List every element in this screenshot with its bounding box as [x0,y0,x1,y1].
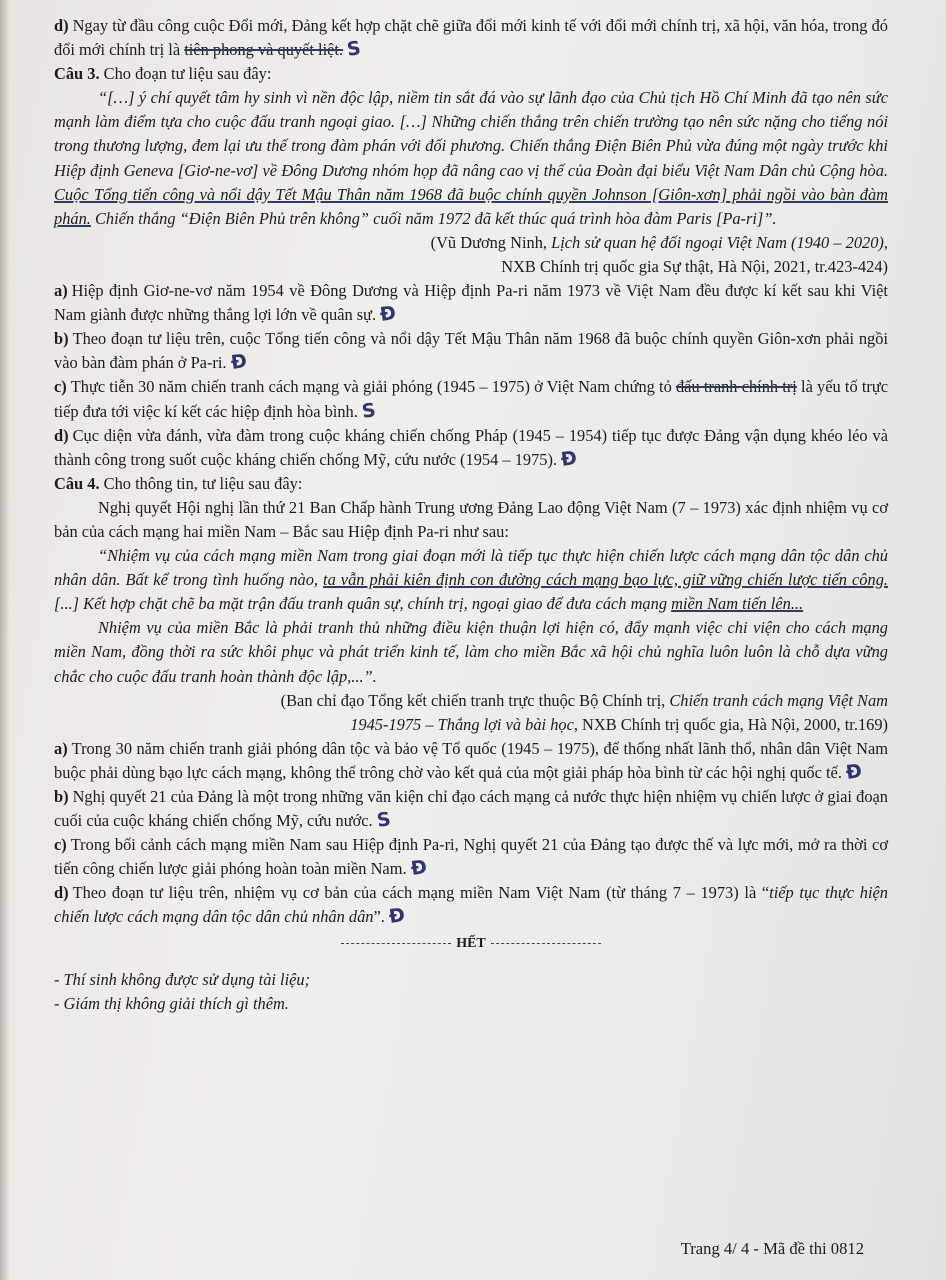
option-label: d) [54,425,69,445]
question-prompt: Cho thông tin, tư liệu sau đây: [99,473,303,493]
question-4-option-c [54,833,888,881]
question-3-option-c [54,375,888,423]
option-label: a) [54,281,68,301]
option-text: Theo đoạn tư liệu trên, nhiệm vụ cơ bản của cách mạng miền Nam Việt Nam (từ tháng 7 – 1973) là “ [72,883,770,903]
handwritten-answer-mark: Đ [387,904,407,929]
source-text: (Ban chỉ đạo Tổng kết chiến tranh trực thuộc Bộ Chính trị, [280,690,670,710]
option-text: Cục diện vừa đánh, vừa đàm trong cuộc kháng chiến chống Pháp (1945 – 1954) tiếp tục được Đảng vận dụng khéo léo và thành công trong suốt cuộc kháng chiến chống Mỹ, cứu nước (1954 – 1975). [54,425,888,469]
question-4-quote-2: Nhiệm vụ của miền Bắc là phải tranh thủ những điều kiện thuận lợi hiện có, đẩy mạnh việc chi viện cho cách mạng miền Nam, đồng thời ra sức khôi phục và phát triển kinh tế, làm cho miền Bắc xã hội chủ nghĩa luôn luôn là chỗ dựa vững chắc cho cuộc đấu tranh hoàn thành độc lập,...”. [54,618,888,686]
question-prompt: Cho đoạn tư liệu sau đây: [99,64,272,84]
divider-line [341,943,451,944]
handwritten-answer-mark: Đ [229,350,248,375]
end-divider [54,932,888,956]
underlined-text: miền Nam tiến lên... [671,594,804,614]
question-3-heading [54,62,888,86]
option-d-prev [54,14,888,62]
option-text: Hiệp định Giơ-ne-vơ năm 1954 về Đông Dương và Hiệp định Pa-ri năm 1973 về Việt Nam đều được kí kết sau khi Việt Nam giành được những thắng lợi lớn về quân sự. [54,281,888,325]
option-label: d) [54,16,69,35]
end-label: HẾT [456,935,486,951]
option-text: Nghị quyết 21 của Đảng là một trong những văn kiện chỉ đạo cách mạng cả nước thực hiện nhiệm vụ chiến lược ở giai đoạn cuối của cuộc kháng chiến chống Mỹ, cứu nước. [54,787,888,831]
option-text: Trong 30 năm chiến tranh giải phóng dân tộc và bảo vệ Tổ quốc (1945 – 1975), để thống nhất lãnh thổ, nhân dân Việt Nam buộc phải dùng bạo lực cách mạng, không thể trông chờ vào kết quả của một giải pháp hòa bình từ các hội nghị quốc tế. [54,738,888,782]
question-4-heading [54,472,888,496]
quote-text: Chiến thắng “Điện Biên Phủ trên không” cuối năm 1972 đã kết thúc quá trình hòa đàm Paris [Pa-ri]”. [90,208,777,228]
question-3-option-d [54,424,888,472]
handwritten-answer-mark: Đ [378,302,398,327]
page-footer: Trang 4/ 4 - Mã đề thi 0812 [680,1239,864,1258]
question-4-source-line-1 [54,689,888,713]
question-4-option-a [54,737,888,785]
question-number: Câu 3. [54,64,100,84]
option-text: là yếu tố trực tiếp đưa tới việc kí kết các hiệp định hòa bình. [54,377,888,421]
quote-text: “Nhiệm vụ của cách mạng miền Nam trong giai đoạn mới là tiếp tục thực hiện chiến lược cách mạng dân tộc dân chủ nhân dân. Bất kể trong tình huống nào, [54,546,888,590]
handwritten-answer-mark: Đ [409,856,428,881]
source-text: , [883,232,888,252]
quote-text: [...] Kết hợp chặt chẽ ba mặt trận đấu tranh quân sự, chính trị, ngoại giao để đưa cách mạng [54,594,672,614]
option-text: Thực tiễn 30 năm chiến tranh cách mạng và giải phóng (1945 – 1975) ở Việt Nam chứng tỏ [70,377,676,397]
question-4-option-d [54,881,888,929]
option-label: b) [54,787,69,806]
exam-note-1: - Thí sinh không được sử dụng tài liệu; [54,969,311,989]
question-number: Câu 4. [54,473,100,493]
source-book-title: Lịch sử quan hệ đối ngoại Việt Nam (1940 – 2020) [551,232,884,252]
option-text: Trong bối cảnh cách mạng miền Nam sau Hiệp định Pa-ri, Nghị quyết 21 của Đảng tạo được thế và lực mới, mở ra thời cơ tiến công chiến lược giải phóng hoàn toàn miền Nam. [54,835,888,879]
option-italic-text: tiếp tục thực hiện chiến lược cách mạng dân tộc dân chủ nhân dân [54,883,888,927]
option-label: d) [54,883,69,903]
question-3-option-a [54,279,888,327]
option-text: ”. [373,907,385,927]
question-3-source-line-1 [54,231,888,255]
question-3-quote [54,86,888,231]
quote-text: “[…] ý chí quyết tâm hy sinh vì nền độc lập, niềm tin sắt đá vào sự lãnh đạo của Chủ tịch Hồ Chí Minh đã tạo nên sức mạnh làm điểm tựa cho cuộc đấu tranh ngoại giao. […] Những chiến thắng trên chiến trường tạo nên sức nặng cho tiếng nói trong thương lượng, đem lại ưu thế trong đàm phán với đối phương. Chiến thắng Điện Biên Phủ vừa đúng một ngày trước khi Hiệp định Geneva [Giơ-ne-vơ] về Đông Dương nhóm họp đã nâng cao vị thế của Đoàn đại biểu Việt Nam Dân chủ Cộng hòa. [54,88,888,180]
handwritten-answer-mark: S [345,37,363,61]
struck-text: đấu tranh chính trị [675,377,797,397]
option-label: a) [54,738,68,758]
handwritten-answer-mark: Đ [844,759,864,784]
option-text: Theo đoạn tư liệu trên, cuộc Tổng tiến công và nổi dậy Tết Mậu Thân năm 1968 đã buộc chính quyền Giôn-xơn phải ngồi vào bàn đàm phán ở Pa-ri. [54,329,888,373]
underlined-text: Cuộc Tổng tiến công và nổi dậy Tết Mậu Thân năm 1968 đã buộc chính quyền Johnson [Giôn-xơn] phải ngồi vào bàn đàm phán. [54,184,888,228]
question-4-quote-1 [54,544,888,616]
source-book-title: 1945-1975 – Thắng lợi và bài học [350,714,574,734]
question-4-intro: Nghị quyết Hội nghị lần thứ 21 Ban Chấp hành Trung ương Đảng Lao động Việt Nam (7 – 1973) xác định nhiệm vụ cơ bản của cách mạng hai miền Nam – Bắc sau Hiệp định Pa-ri như sau: [54,497,888,541]
option-label: c) [54,377,67,397]
source-text: , NXB Chính trị quốc gia, Hà Nội, 2000, tr.169) [573,714,888,734]
question-3-option-b [54,327,888,375]
handwritten-answer-mark: S [360,398,377,423]
handwritten-answer-mark: Đ [559,446,579,471]
option-label: b) [54,329,69,349]
exam-note-2: - Giám thị không giải thích gì thêm. [54,993,289,1013]
source-text: (Vũ Dương Ninh, [430,232,552,252]
handwritten-answer-mark: S [375,808,392,832]
source-book-title: Chiến tranh cách mạng Việt Nam [669,690,888,710]
question-4-option-b [54,785,888,833]
option-label: c) [54,835,67,855]
struck-text: tiên phong và quyết liệt. [184,40,344,60]
question-4-source-line-2 [54,713,888,737]
question-3-source-line-2: NXB Chính trị quốc gia Sự thật, Hà Nội, 2021, tr.423-424) [501,256,888,276]
underlined-text: ta vẫn phải kiên định con đường cách mạng bạo lực, giữ vững chiến lược tiến công. [323,570,888,590]
option-text: Ngay từ đầu công cuộc Đổi mới, Đảng kết hợp chặt chẽ giữa đổi mới kinh tế với đổi mới chính trị, xã hội, văn hóa, trong đó đổi mới chính trị là [54,16,888,60]
divider-line [491,943,601,944]
